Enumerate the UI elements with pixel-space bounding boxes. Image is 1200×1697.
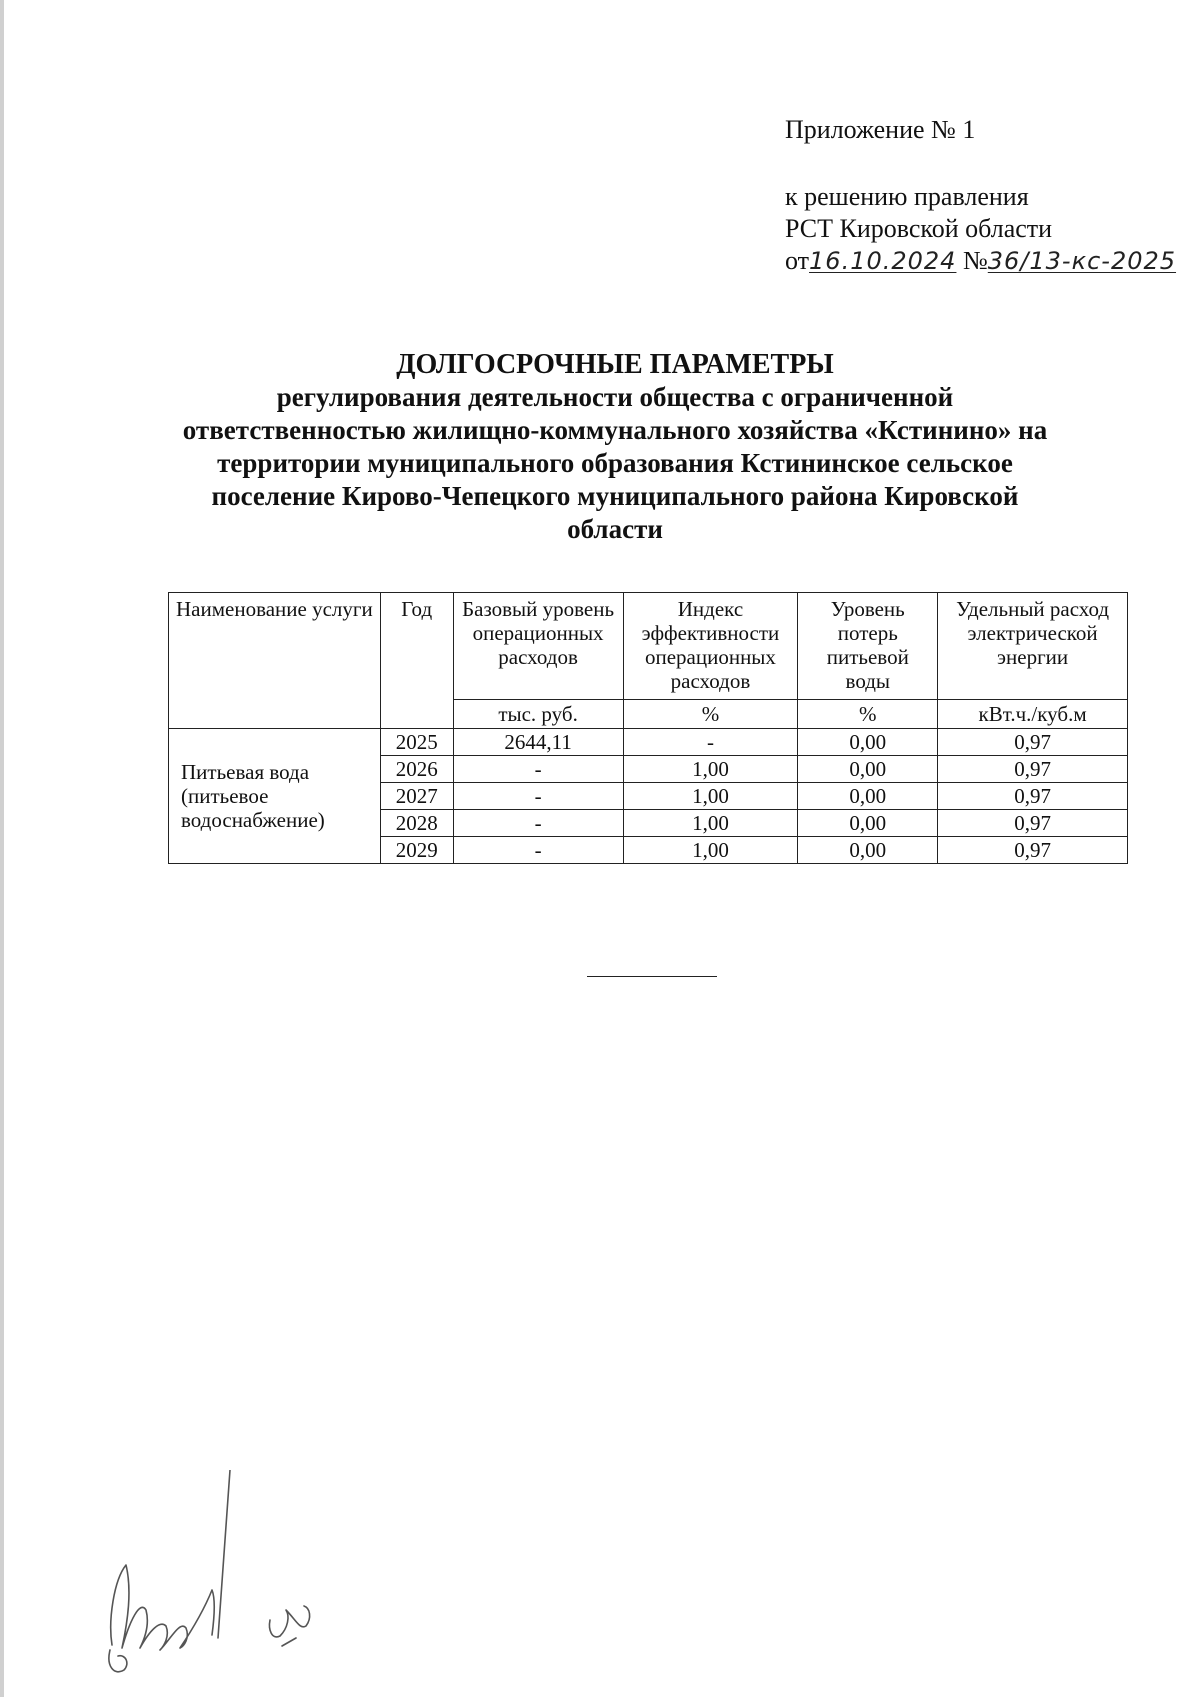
cell-energy-rate: 0,97 (938, 837, 1128, 864)
number-sign: № (962, 246, 988, 275)
table-header-row (169, 593, 1128, 700)
cell-year: 2025 (380, 729, 453, 756)
cell-year: 2026 (380, 756, 453, 783)
cell-water-loss: 0,00 (798, 810, 938, 837)
cell-efficiency-index: 1,00 (623, 810, 798, 837)
cell-base-costs: 2644,11 (453, 729, 623, 756)
cell-year: 2029 (380, 837, 453, 864)
end-divider (587, 976, 717, 977)
decision-date: 16.10.2024 (809, 247, 957, 275)
cell-base-costs: - (453, 756, 623, 783)
decision-number: 36/13-кс-2025 (987, 247, 1177, 275)
signature-scribble (100, 1470, 360, 1680)
table-row (169, 729, 1128, 756)
appendix-line-decision: к решению правления (785, 182, 1029, 211)
unit-efficiency-index: % (623, 700, 798, 729)
header-water-loss: Уровень потерь питьевой воды (798, 593, 938, 700)
unit-water-loss: % (798, 700, 938, 729)
document-subtitle-line-3: территории муниципального образования Кстининское сельское (217, 448, 1013, 478)
cell-energy-rate: 0,97 (938, 783, 1128, 810)
appendix-line-authority: РСТ Кировской области (785, 214, 1053, 243)
scan-edge (0, 0, 4, 1697)
document-title: ДОЛГОСРОЧНЫЕ ПАРАМЕТРЫ (396, 349, 834, 380)
header-efficiency-index: Индекс эффективности операционных расходов (623, 593, 798, 700)
cell-water-loss: 0,00 (798, 837, 938, 864)
cell-water-loss: 0,00 (798, 783, 938, 810)
cell-year: 2028 (380, 810, 453, 837)
cell-energy-rate: 0,97 (938, 729, 1128, 756)
date-prefix: от (785, 246, 810, 275)
document-title-block (180, 348, 1050, 546)
cell-efficiency-index: 1,00 (623, 837, 798, 864)
unit-base-costs: тыс. руб. (453, 700, 623, 729)
header-year: Год (380, 593, 453, 729)
cell-year: 2027 (380, 783, 453, 810)
unit-energy-rate: кВт.ч./куб.м (938, 700, 1128, 729)
cell-water-loss: 0,00 (798, 729, 938, 756)
cell-base-costs: - (453, 837, 623, 864)
cell-efficiency-index: 1,00 (623, 756, 798, 783)
cell-energy-rate: 0,97 (938, 810, 1128, 837)
cell-base-costs: - (453, 783, 623, 810)
cell-energy-rate: 0,97 (938, 756, 1128, 783)
header-service: Наименование услуги (169, 593, 381, 729)
cell-water-loss: 0,00 (798, 756, 938, 783)
appendix-reference (785, 181, 1176, 277)
header-base-costs: Базовый уровень операционных расходов (453, 593, 623, 700)
cell-efficiency-index: 1,00 (623, 783, 798, 810)
document-subtitle-line-1: регулирования деятельности общества с ограниченной (276, 382, 954, 412)
appendix-line-date-number (785, 245, 1176, 277)
parameters-table (168, 592, 1128, 864)
document-subtitle-line-5: области (567, 514, 663, 544)
cell-efficiency-index: - (623, 729, 798, 756)
header-energy-rate: Удельный расход электрической энергии (938, 593, 1128, 700)
cell-base-costs: - (453, 810, 623, 837)
document-subtitle-line-4: поселение Кирово-Чепецкого муниципального района Кировской (211, 481, 1019, 511)
service-name: Питьевая вода (питьевое водоснабжение) (169, 729, 381, 864)
appendix-title: Приложение № 1 (785, 115, 976, 144)
document-subtitle-line-2: ответственностью жилищно-коммунального хозяйства «Кстинино» на (182, 415, 1048, 445)
